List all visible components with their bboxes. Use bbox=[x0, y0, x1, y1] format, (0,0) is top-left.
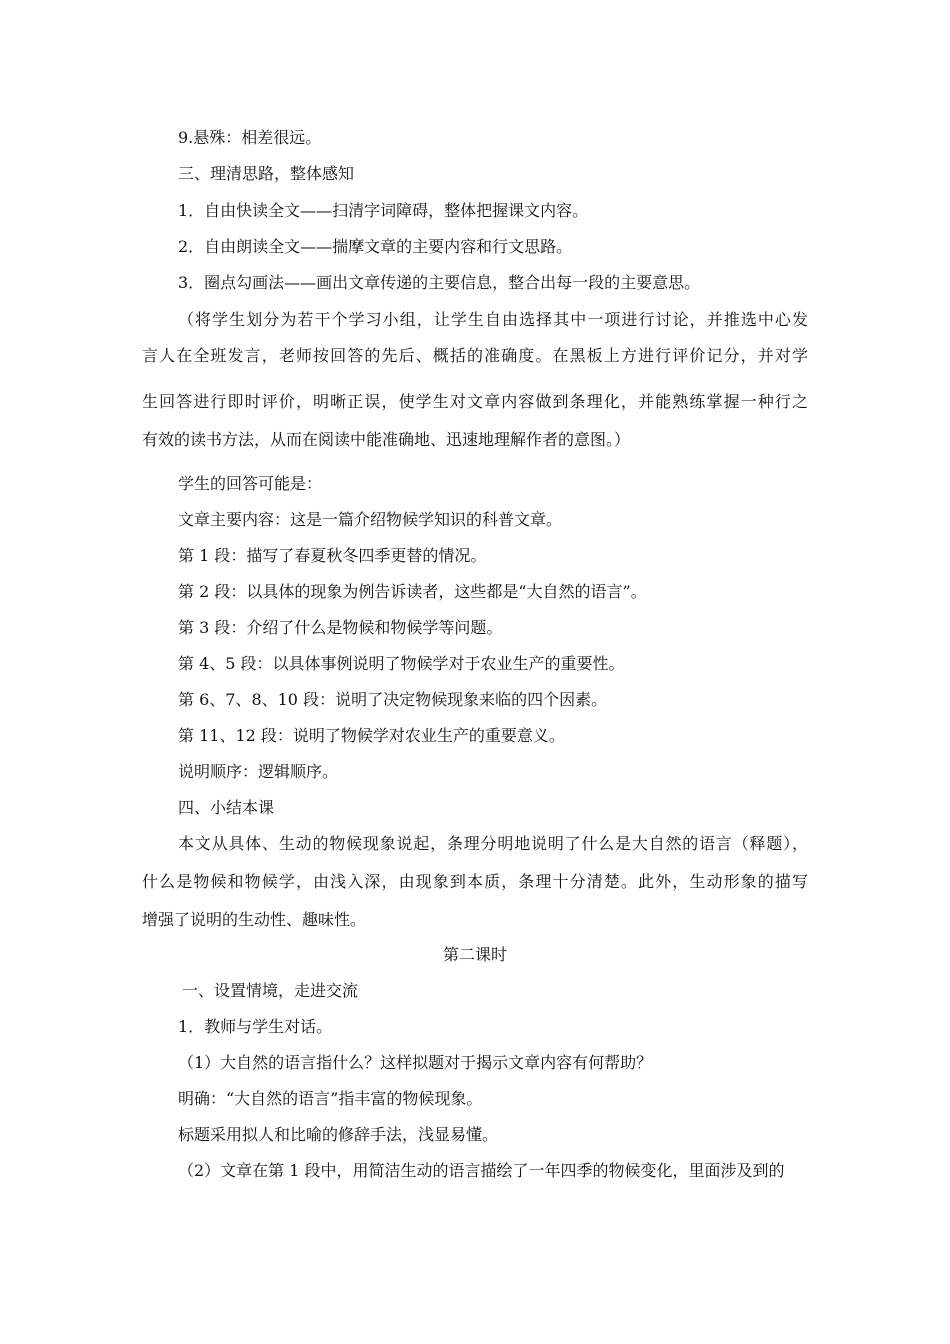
lesson-title: 第二课时 bbox=[442, 945, 507, 964]
answer-intro: 学生的回答可能是： bbox=[178, 474, 323, 493]
paragraph-summary-4-5: 第 4、5 段：以具体事例说明了物候学对于农业生产的重要性。 bbox=[178, 654, 625, 673]
paragraph-summary-11-12: 第 11、12 段：说明了物候学对农业生产的重要意义。 bbox=[178, 726, 565, 745]
note-paragraph-line-3: 生回答进行即时评价，明晰正误，使学生对文章内容做到条理化，并能熟练掌握一种行之 bbox=[142, 392, 808, 411]
section-heading-1: 一、设置情境，走进交流 bbox=[182, 981, 359, 1000]
main-content: 文章主要内容：这是一篇介绍物候学知识的科普文章。 bbox=[178, 510, 563, 529]
section-heading-4: 四、小结本课 bbox=[178, 798, 275, 817]
note-paragraph-line-1: （将学生划分为若干个学习小组，让学生自由选择其中一项进行讨论，并推选中心发 bbox=[178, 310, 808, 329]
answer-1-detail: 标题采用拟人和比喻的修辞手法，浅显易懂。 bbox=[178, 1125, 499, 1144]
explanation-order: 说明顺序：逻辑顺序。 bbox=[178, 762, 339, 781]
paragraph-summary-1: 第 1 段：描写了春夏秋冬四季更替的情况。 bbox=[178, 546, 487, 565]
summary-paragraph-line-2: 什么是物候和物候学，由浅入深，由现象到本质，条理十分清楚。此外，生动形象的描写 bbox=[142, 872, 808, 891]
question-2: （2）文章在第 1 段中，用简洁生动的语言描绘了一年四季的物候变化，里面涉及到的 bbox=[178, 1161, 785, 1180]
step-3: 3．圈点勾画法——画出文章传递的主要信息，整合出每一段的主要意思。 bbox=[178, 273, 701, 292]
question-1: （1）大自然的语言指什么？这样拟题对于揭示文章内容有何帮助？ bbox=[178, 1053, 653, 1072]
step-2: 2．自由朗读全文——揣摩文章的主要内容和行文思路。 bbox=[178, 237, 573, 256]
summary-paragraph-line-3: 增强了说明的生动性、趣味性。 bbox=[142, 910, 367, 929]
paragraph-summary-3: 第 3 段：介绍了什么是物候和物候学等问题。 bbox=[178, 618, 503, 637]
answer-1: 明确：“大自然的语言”指丰富的物候现象。 bbox=[178, 1089, 483, 1108]
section-heading-3: 三、理清思路，整体感知 bbox=[178, 164, 355, 183]
note-paragraph-line-2: 言人在全班发言，老师按回答的先后、概括的准确度。在黑板上方进行评价记分，并对学 bbox=[142, 346, 808, 365]
note-paragraph-line-4: 有效的读书方法，从而在阅读中能准确地、迅速地理解作者的意图。） bbox=[142, 430, 631, 449]
summary-paragraph-line-1: 本文从具体、生动的物候现象说起，条理分明地说明了什么是大自然的语言（释题）， bbox=[178, 834, 808, 853]
paragraph-summary-6-10: 第 6、7、8、10 段：说明了决定物候现象来临的四个因素。 bbox=[178, 690, 608, 709]
dialogue-step: 1．教师与学生对话。 bbox=[178, 1017, 333, 1036]
step-1: 1．自由快读全文——扫清字词障碍，整体把握课文内容。 bbox=[178, 201, 589, 220]
vocab-item-9: 9.悬殊：相差很远。 bbox=[178, 128, 322, 147]
paragraph-summary-2: 第 2 段：以具体的现象为例告诉读者，这些都是“大自然的语言”。 bbox=[178, 582, 647, 601]
